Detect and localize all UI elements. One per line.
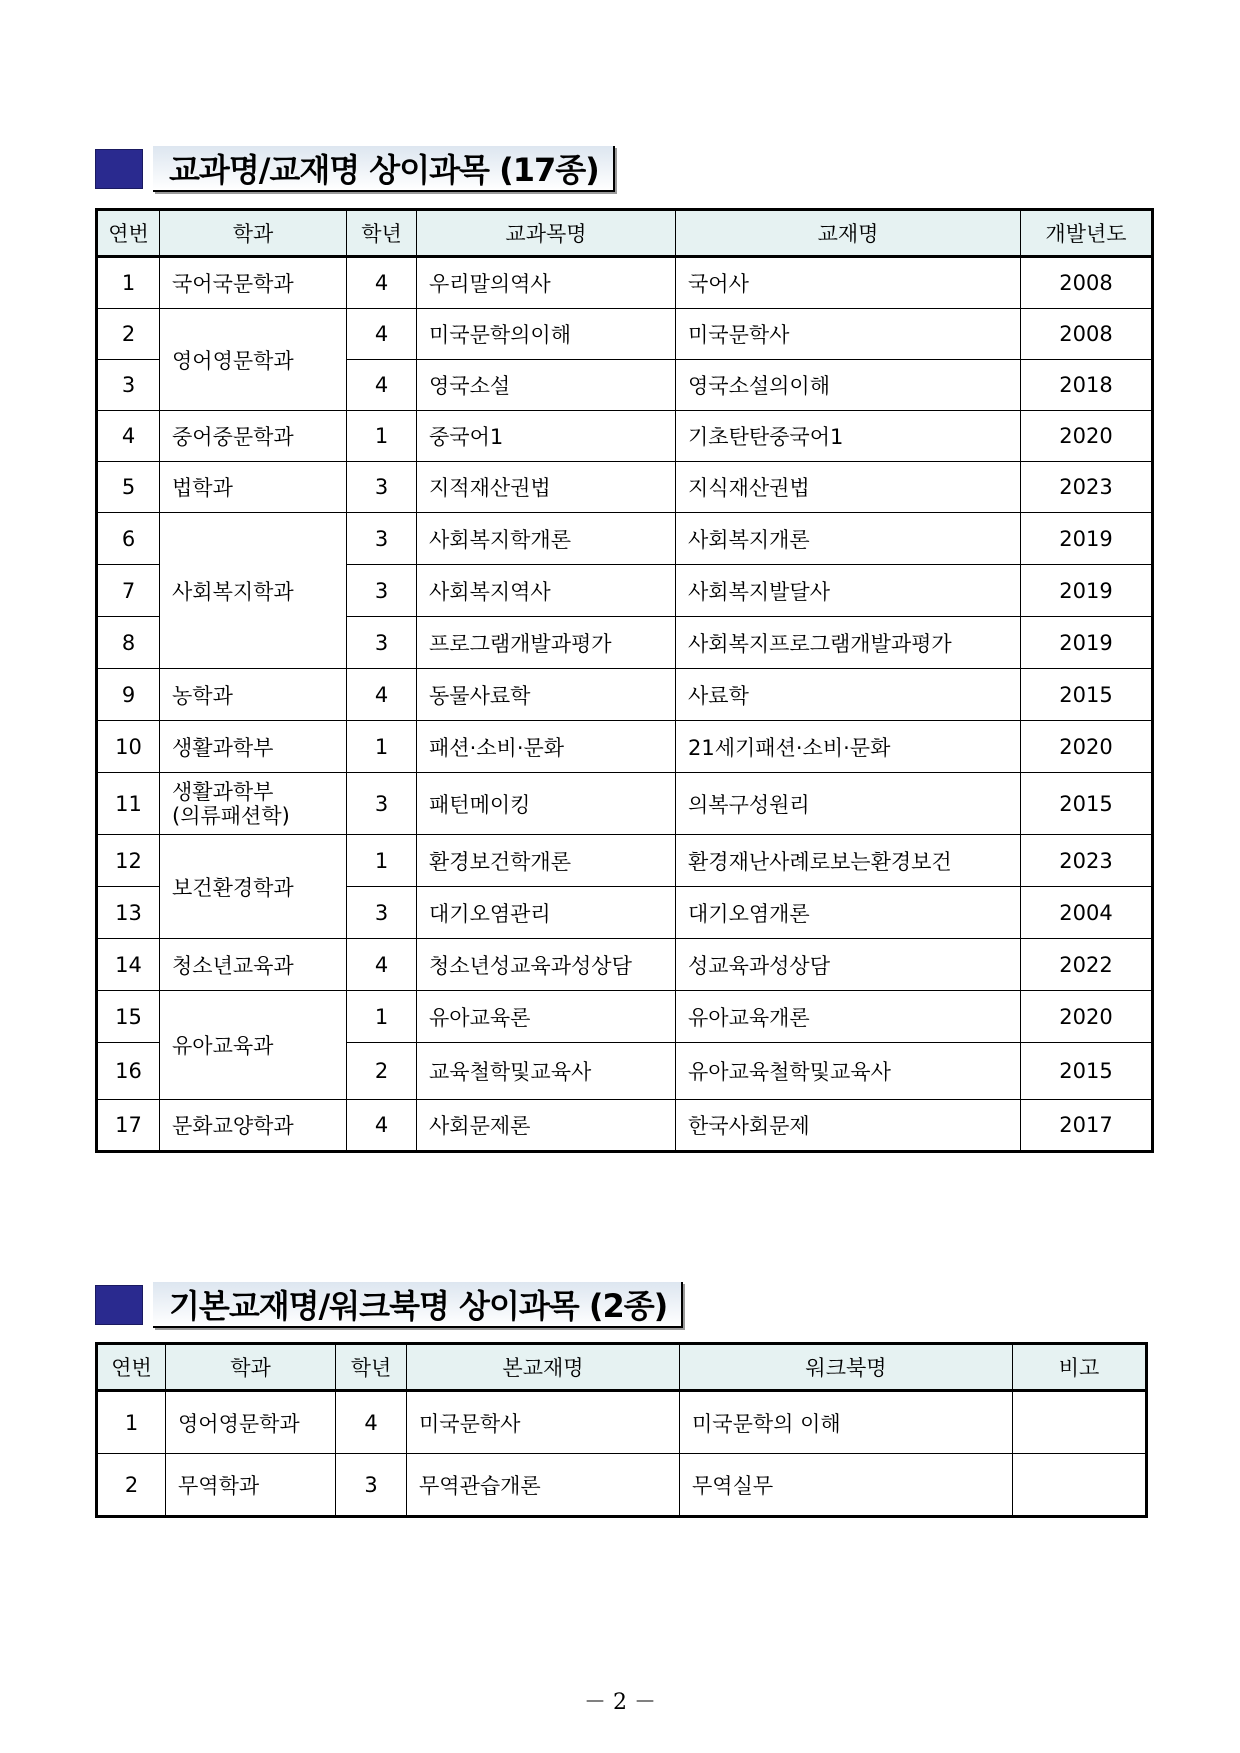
cell-course: 대기오염관리 — [417, 887, 676, 939]
header-note: 비고 — [1013, 1344, 1147, 1391]
cell-grade: 1 — [347, 835, 417, 887]
cell-textbook: 성교육과성상담 — [676, 939, 1021, 991]
header-course: 교과목명 — [417, 210, 676, 257]
cell-dept: 농학과 — [160, 669, 347, 721]
cell-year: 2019 — [1021, 513, 1153, 565]
cell-year: 2023 — [1021, 462, 1153, 513]
cell-textbook: 미국문학사 — [676, 309, 1021, 360]
cell-no: 2 — [97, 309, 160, 360]
cell-no: 13 — [97, 887, 160, 939]
cell-dept — [160, 773, 347, 835]
table-row — [97, 1100, 1153, 1152]
cell-no: 15 — [97, 991, 160, 1043]
cell-no: 7 — [97, 565, 160, 617]
cell-dept: 유아교육과 — [160, 991, 347, 1100]
header-grade: 학년 — [347, 210, 417, 257]
cell-course: 중국어1 — [417, 411, 676, 462]
cell-course: 사회복지역사 — [417, 565, 676, 617]
cell-no: 5 — [97, 462, 160, 513]
cell-course: 사회복지학개론 — [417, 513, 676, 565]
cell-textbook: 사회복지개론 — [676, 513, 1021, 565]
table-row — [97, 1454, 1147, 1517]
cell-textbook: 의복구성원리 — [676, 773, 1021, 835]
cell-course: 유아교육론 — [417, 991, 676, 1043]
cell-grade: 1 — [347, 411, 417, 462]
cell-no: 2 — [97, 1454, 166, 1517]
cell-no: 16 — [97, 1043, 160, 1100]
cell-dept-line1: 생활과학부 — [172, 779, 274, 804]
cell-year: 2015 — [1021, 1043, 1153, 1100]
cell-course: 패션·소비·문화 — [417, 721, 676, 773]
cell-year: 2023 — [1021, 835, 1153, 887]
header-year: 개발년도 — [1021, 210, 1153, 257]
header-no: 연번 — [97, 1344, 166, 1391]
cell-textbook: 대기오염개론 — [676, 887, 1021, 939]
cell-dept: 국어국문학과 — [160, 257, 347, 309]
cell-textbook: 환경재난사례로보는환경보건 — [676, 835, 1021, 887]
cell-grade: 3 — [347, 617, 417, 669]
header-textbook: 교재명 — [676, 210, 1021, 257]
cell-no: 6 — [97, 513, 160, 565]
cell-no: 11 — [97, 773, 160, 835]
cell-grade: 3 — [347, 773, 417, 835]
cell-grade: 4 — [347, 309, 417, 360]
cell-course: 우리말의역사 — [417, 257, 676, 309]
cell-dept: 중어중문학과 — [160, 411, 347, 462]
header-workbook: 워크북명 — [680, 1344, 1013, 1391]
cell-textbook: 21세기패션·소비·문화 — [676, 721, 1021, 773]
cell-dept: 법학과 — [160, 462, 347, 513]
cell-grade: 2 — [347, 1043, 417, 1100]
cell-course: 사회문제론 — [417, 1100, 676, 1152]
cell-textbook: 사회복지발달사 — [676, 565, 1021, 617]
cell-no: 10 — [97, 721, 160, 773]
section1-title: 교과명/교재명 상이과목 (17종) — [169, 151, 599, 189]
cell-main-textbook: 미국문학사 — [407, 1391, 680, 1454]
header-no: 연번 — [97, 210, 160, 257]
header-dept: 학과 — [160, 210, 347, 257]
cell-year: 2015 — [1021, 669, 1153, 721]
cell-grade: 1 — [347, 721, 417, 773]
cell-year: 2018 — [1021, 360, 1153, 411]
cell-textbook: 사회복지프로그램개발과평가 — [676, 617, 1021, 669]
cell-textbook: 유아교육개론 — [676, 991, 1021, 1043]
cell-textbook: 한국사회문제 — [676, 1100, 1021, 1152]
cell-grade: 4 — [347, 939, 417, 991]
table-row — [97, 939, 1153, 991]
cell-textbook: 지식재산권법 — [676, 462, 1021, 513]
table-row — [97, 462, 1153, 513]
heading-square-icon — [95, 149, 143, 189]
cell-textbook: 국어사 — [676, 257, 1021, 309]
cell-course: 지적재산권법 — [417, 462, 676, 513]
table-header-row — [97, 210, 1153, 257]
page-number: － 2 － — [584, 1690, 656, 1715]
cell-textbook: 유아교육철학및교육사 — [676, 1043, 1021, 1100]
cell-year: 2019 — [1021, 617, 1153, 669]
cell-dept: 영어영문학과 — [166, 1391, 336, 1454]
table-row — [97, 513, 1153, 565]
cell-textbook: 기초탄탄중국어1 — [676, 411, 1021, 462]
cell-grade: 3 — [347, 513, 417, 565]
cell-year: 2022 — [1021, 939, 1153, 991]
cell-year: 2020 — [1021, 411, 1153, 462]
cell-year: 2015 — [1021, 773, 1153, 835]
cell-workbook: 미국문학의 이해 — [680, 1391, 1013, 1454]
cell-course: 미국문학의이해 — [417, 309, 676, 360]
cell-no: 1 — [97, 1391, 166, 1454]
cell-year: 2008 — [1021, 309, 1153, 360]
cell-course: 패턴메이킹 — [417, 773, 676, 835]
table-row — [97, 991, 1153, 1043]
cell-dept: 청소년교육과 — [160, 939, 347, 991]
cell-textbook: 영국소설의이해 — [676, 360, 1021, 411]
table-row — [97, 721, 1153, 773]
cell-note — [1013, 1454, 1147, 1517]
cell-grade: 4 — [347, 669, 417, 721]
cell-no: 12 — [97, 835, 160, 887]
section1-table — [95, 208, 1154, 1153]
cell-dept: 보건환경학과 — [160, 835, 347, 939]
header-grade: 학년 — [336, 1344, 407, 1391]
cell-year: 2004 — [1021, 887, 1153, 939]
cell-year: 2008 — [1021, 257, 1153, 309]
cell-grade: 4 — [347, 257, 417, 309]
cell-dept: 문화교양학과 — [160, 1100, 347, 1152]
cell-no: 1 — [97, 257, 160, 309]
cell-course: 프로그램개발과평가 — [417, 617, 676, 669]
cell-course: 동물사료학 — [417, 669, 676, 721]
cell-year: 2017 — [1021, 1100, 1153, 1152]
cell-grade: 4 — [347, 1100, 417, 1152]
cell-course: 영국소설 — [417, 360, 676, 411]
cell-main-textbook: 무역관습개론 — [407, 1454, 680, 1517]
cell-workbook: 무역실무 — [680, 1454, 1013, 1517]
table-header-row — [97, 1344, 1147, 1391]
cell-no: 9 — [97, 669, 160, 721]
cell-no: 4 — [97, 411, 160, 462]
cell-dept: 생활과학부 — [160, 721, 347, 773]
heading-square-icon — [95, 1285, 143, 1325]
section2-table — [95, 1342, 1148, 1518]
header-main-textbook: 본교재명 — [407, 1344, 680, 1391]
cell-grade: 4 — [347, 360, 417, 411]
cell-grade: 4 — [336, 1391, 407, 1454]
table-row — [97, 835, 1153, 887]
table-row — [97, 1391, 1147, 1454]
cell-year: 2019 — [1021, 565, 1153, 617]
cell-course: 환경보건학개론 — [417, 835, 676, 887]
cell-grade: 3 — [336, 1454, 407, 1517]
header-dept: 학과 — [166, 1344, 336, 1391]
cell-no: 14 — [97, 939, 160, 991]
table-row — [97, 411, 1153, 462]
cell-no: 17 — [97, 1100, 160, 1152]
cell-no: 3 — [97, 360, 160, 411]
table-row — [97, 257, 1153, 309]
table-row — [97, 309, 1153, 360]
cell-note — [1013, 1391, 1147, 1454]
cell-dept: 무역학과 — [166, 1454, 336, 1517]
table-row — [97, 669, 1153, 721]
section2-title: 기본교재명/워크북명 상이과목 (2종) — [169, 1287, 668, 1325]
cell-course: 청소년성교육과성상담 — [417, 939, 676, 991]
cell-grade: 3 — [347, 565, 417, 617]
cell-dept: 영어영문학과 — [160, 309, 347, 411]
cell-course: 교육철학및교육사 — [417, 1043, 676, 1100]
cell-year: 2020 — [1021, 991, 1153, 1043]
cell-grade: 1 — [347, 991, 417, 1043]
cell-dept: 사회복지학과 — [160, 513, 347, 669]
cell-dept-line2: (의류패션학) — [172, 803, 290, 828]
cell-grade: 3 — [347, 462, 417, 513]
section1-title-box — [153, 146, 615, 192]
cell-year: 2020 — [1021, 721, 1153, 773]
cell-no: 8 — [97, 617, 160, 669]
cell-textbook: 사료학 — [676, 669, 1021, 721]
table-row — [97, 773, 1153, 835]
section2-title-box — [153, 1282, 683, 1328]
cell-grade: 3 — [347, 887, 417, 939]
